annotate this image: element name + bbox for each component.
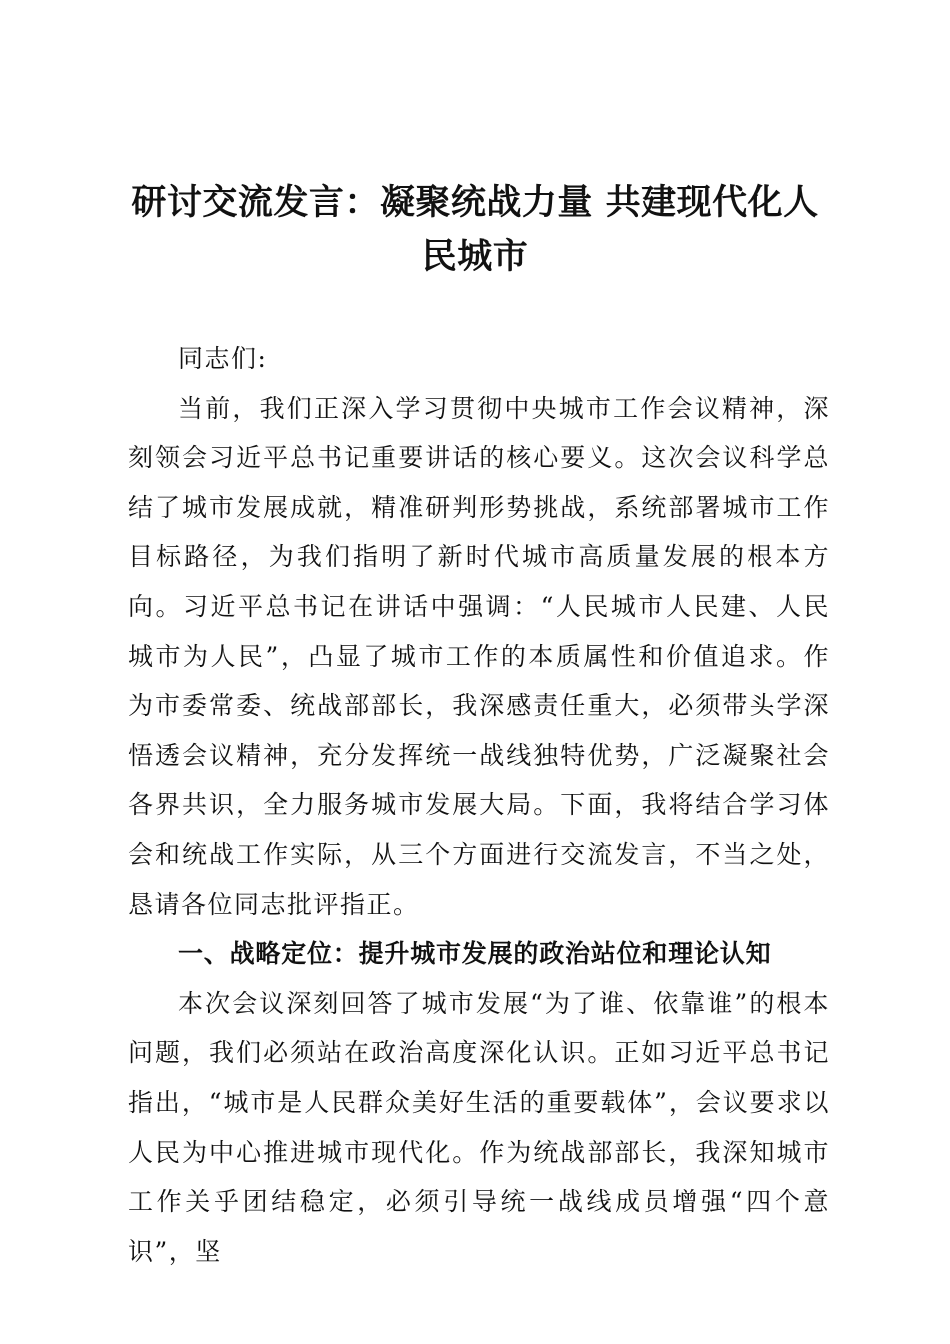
document-title: 研讨交流发言：凝聚统战力量 共建现代化人民城市	[131, 183, 819, 277]
document-body	[128, 334, 830, 1276]
paragraph-intro: 当前，我们正深入学习贯彻中央城市工作会议精神，深刻领会习近平总书记重要讲话的核心要义。这次会议科学总结了城市发展成就，精准研判形势挑战，系统部署城市工作目标路径，为我们指明了新时代城市高质量发展的根本方向。习近平总书记在讲话中强调：“人民城市人民建、人民城市为人民”，凸显了城市工作的本质属性和价值追求。作为市委常委、统战部部长，我深感责任重大，必须带头学深悟透会议精神，充分发挥统一战线独特优势，广泛凝聚社会各界共识，全力服务城市发展大局。下面，我将结合学习体会和统战工作实际，从三个方面进行交流发言，不当之处，恳请各位同志批评指正。	[128, 393, 830, 919]
paragraph-section-1: 本次会议深刻回答了城市发展“为了谁、依靠谁”的根本问题，我们必须站在政治高度深化认识。正如习近平总书记指出，“城市是人民群众美好生活的重要载体”，会议要求以人民为中心推进城市现代化。作为统战部部长，我深知城市工作关乎团结稳定，必须引导统一战线成员增强“四个意识”，坚	[128, 988, 830, 1266]
section-heading-1: 一、战略定位：提升城市发展的政治站位和理论认知	[178, 939, 772, 969]
salutation: 同志们:	[178, 344, 268, 373]
